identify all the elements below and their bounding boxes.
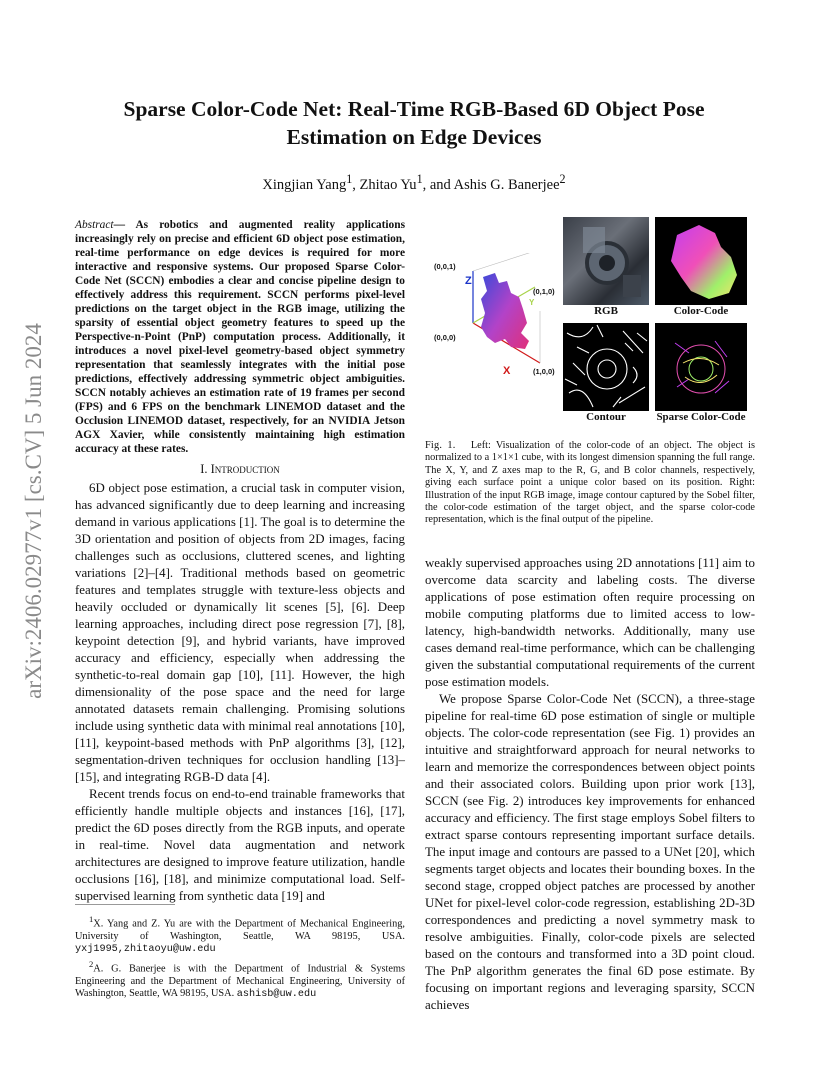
author-1: Xingjian Yang (262, 176, 347, 193)
footnote-1: $^1$X. Yang and Z. Yu are with the Department of Mechanical Engineering, University of Washington, Seattle, WA 98195, USA. yxj1995,zhitaoyu@uw.edu (75, 914, 405, 956)
abstract-text: — As robotics and augmented reality applications increasingly rely on precise and efficient 6D object pose estimation, real-time performance on edge devices is required for more interactive and responsive systems. Our proposed Sparse Color-Code Net (SCCN) embodies a clear and concise pipeline design to effectively address this requirement. SCCN performs pixel-level predictions on the target object in the RGB image, utilizing the sparsity of essential object geometry features to speed up the Perspective-n-Point (PnP) computation process. Additionally, it introduces a novel pixel-level geometry-based object symmetry representation that seamlessly integrates with the initial pose predictions, effectively addressing symmetric object ambiguities. SCCN notably achieves an estimation rate of 19 frames per second (FPS) and 6 FPS on the benchmark LINEMOD dataset and the Occlusion LINEMOD dataset, respectively, for an NVIDIA Jetson AGX Xavier, while consistently maintaining high estimation accuracy at these rates. (75, 219, 405, 455)
color-code-cube-diagram (425, 253, 560, 433)
author-1-affiliation: 1 (346, 172, 353, 186)
footnotes (75, 913, 405, 1002)
z-axis-label: Z (465, 275, 472, 287)
coord-label: (0,0,0) (434, 333, 456, 342)
figure-1 (425, 213, 755, 428)
sparse-color-code-image (655, 323, 747, 411)
author-2: Zhitao Yu (359, 176, 417, 193)
paragraph: 6D object pose estimation, a crucial task in computer vision, has advanced significantly due to deep learning and increasing demand in various applications [1]. The goal is to determine the 3D orientation and position of objects from 2D images, facing challenges such as occlusions, cluttered scenes, and lighting variations [2]–[4]. Traditional methods based on geometric features and templates struggle with texture-less objects and heavily occluded or dynamically lit scenes [5], [6]. Deep learning approaches, including direct pose regression [7], [8], keypoint detection [9], and hybrid variants, have improved accuracy and efficiency, especially when addressing the synthetic-to-real domain gap [10], [11]. However, the high dimensionality of the pose space and the need for large annotated datasets remain challenging. Promising solutions include using synthetic data with minimal real annotations [10], [11], keypoint-based methods with PnP algorithms [3], [12], segmentation-driven techniques for occlusion handling [13]–[15], and integrating RGB-D data [4]. (75, 481, 405, 784)
left-column-body (75, 480, 405, 905)
email: yxj1995,zhitaoyu@uw.edu (75, 944, 216, 956)
author-list: Xingjian Yang$^1$, Zhitao Yu$^1$, and Ashis G. Banerjee$^2$ (262, 172, 566, 193)
paragraph: We propose Sparse Color-Code Net (SCCN), a three-stage pipeline for real-time 6D pose estimation of single or multiple objects. The color-code representation (see Fig. 1) provides an intuitive and straightforward approach for neural networks to learn and memorize the correspondences between object points and their associated colors. Building upon prior work [13], SCCN (see Fig. 2) introduces key improvements for enhanced accuracy and efficiency. The first stage employs Sobel filters to extract sparse contours representing important surface details. The input image and contours are passed to a UNet [20], which segments target objects and locates their bounding boxes. In the second stage, cropped object patches are processed by another UNet for pixel-level color-code regression, establishing 2D-3D correspondences and predicting a novel symmetry mask to resolve ambiguities. Finally, color-code pixels are selected based on the contours and transformed into a 3D point cloud. The PnP algorithm generates the final 6D pose estimate. By focusing on important regions and leveraging sparsity, SCCN achieves (425, 692, 755, 1012)
paper-title: Sparse Color-Code Net: Real-Time RGB-Based 6D Object Pose Estimation on Edge Devices (123, 97, 705, 149)
arxiv-identifier: arXiv:2406.02977v1 [cs.CV] 5 Jun 2024 (21, 323, 46, 699)
color-code-image (655, 217, 747, 305)
footnote-2: $^2$A. G. Banerjee is with the Department of Industrial & Systems Engineering and the Department of Mechanical Engineering, University of Washington, Seattle, WA 98195, USA. ashisb@uw.edu (75, 958, 405, 1001)
abstract (75, 218, 405, 456)
coord-label: (1,0,0) (533, 367, 555, 376)
coord-label: (0,1,0) (533, 287, 555, 296)
email: ashisb@uw.edu (236, 989, 317, 1001)
right-column-body (425, 555, 755, 1014)
author-3: Ashis G. Banerjee (453, 176, 560, 193)
contour-panel-label: Contour (586, 411, 626, 423)
sparse-color-code-panel-label: Sparse Color-Code (656, 411, 746, 423)
paragraph: weakly supervised approaches using 2D annotations [11] aim to overcome data scarcity and labeling costs. The diverse applications of pose estimation often require processing on mobile computing platforms due to limited access to low-latency, high-bandwidth networks. Additionally, many use cases demand real-time performance, which can be challenging given the substantial computational requirements of the current pose estimation models. (425, 556, 755, 689)
author-3-affiliation: 2 (559, 172, 566, 186)
figure-1-caption: Fig. 1. Left: Visualization of the color-code of an object. The object is normalized to a 1×1×1 cube, with its longest dimension spanning the full range. The X, Y, and Z axes map to the R, G, and B color channels, respectively, giving each surface point a unique color based on its position. Right: Illustration of the input RGB image, image contour captured by the Sobel filter, the color-code estimation of the target object, and the sparse color-code representation, which is the final output of the pipeline. (425, 440, 755, 526)
color-code-panel-label: Color-Code (673, 305, 729, 317)
section-heading-introduction: I. Introduction (200, 462, 280, 476)
coord-label: (0,0,1) (434, 262, 456, 271)
contour-image (563, 323, 649, 411)
rgb-image (563, 217, 649, 305)
paragraph: Recent trends focus on end-to-end trainable frameworks that efficiently handle multiple objects and instances [16], [17], predict the 6D poses directly from the RGB inputs, and operate in real-time. Novel data augmentation and network architectures are designed to improve feature utilization, handle occlusions [16], [18], and minimize computational load. Self-supervised learning from synthetic data [19] and (75, 787, 405, 903)
author-2-affiliation: 1 (416, 172, 423, 186)
x-axis-label: X (503, 365, 511, 377)
rgb-panel-label: RGB (594, 305, 618, 317)
color-coded-object (481, 273, 529, 349)
y-axis-label: Y (529, 298, 535, 307)
abstract-label: Abstract (75, 219, 114, 231)
